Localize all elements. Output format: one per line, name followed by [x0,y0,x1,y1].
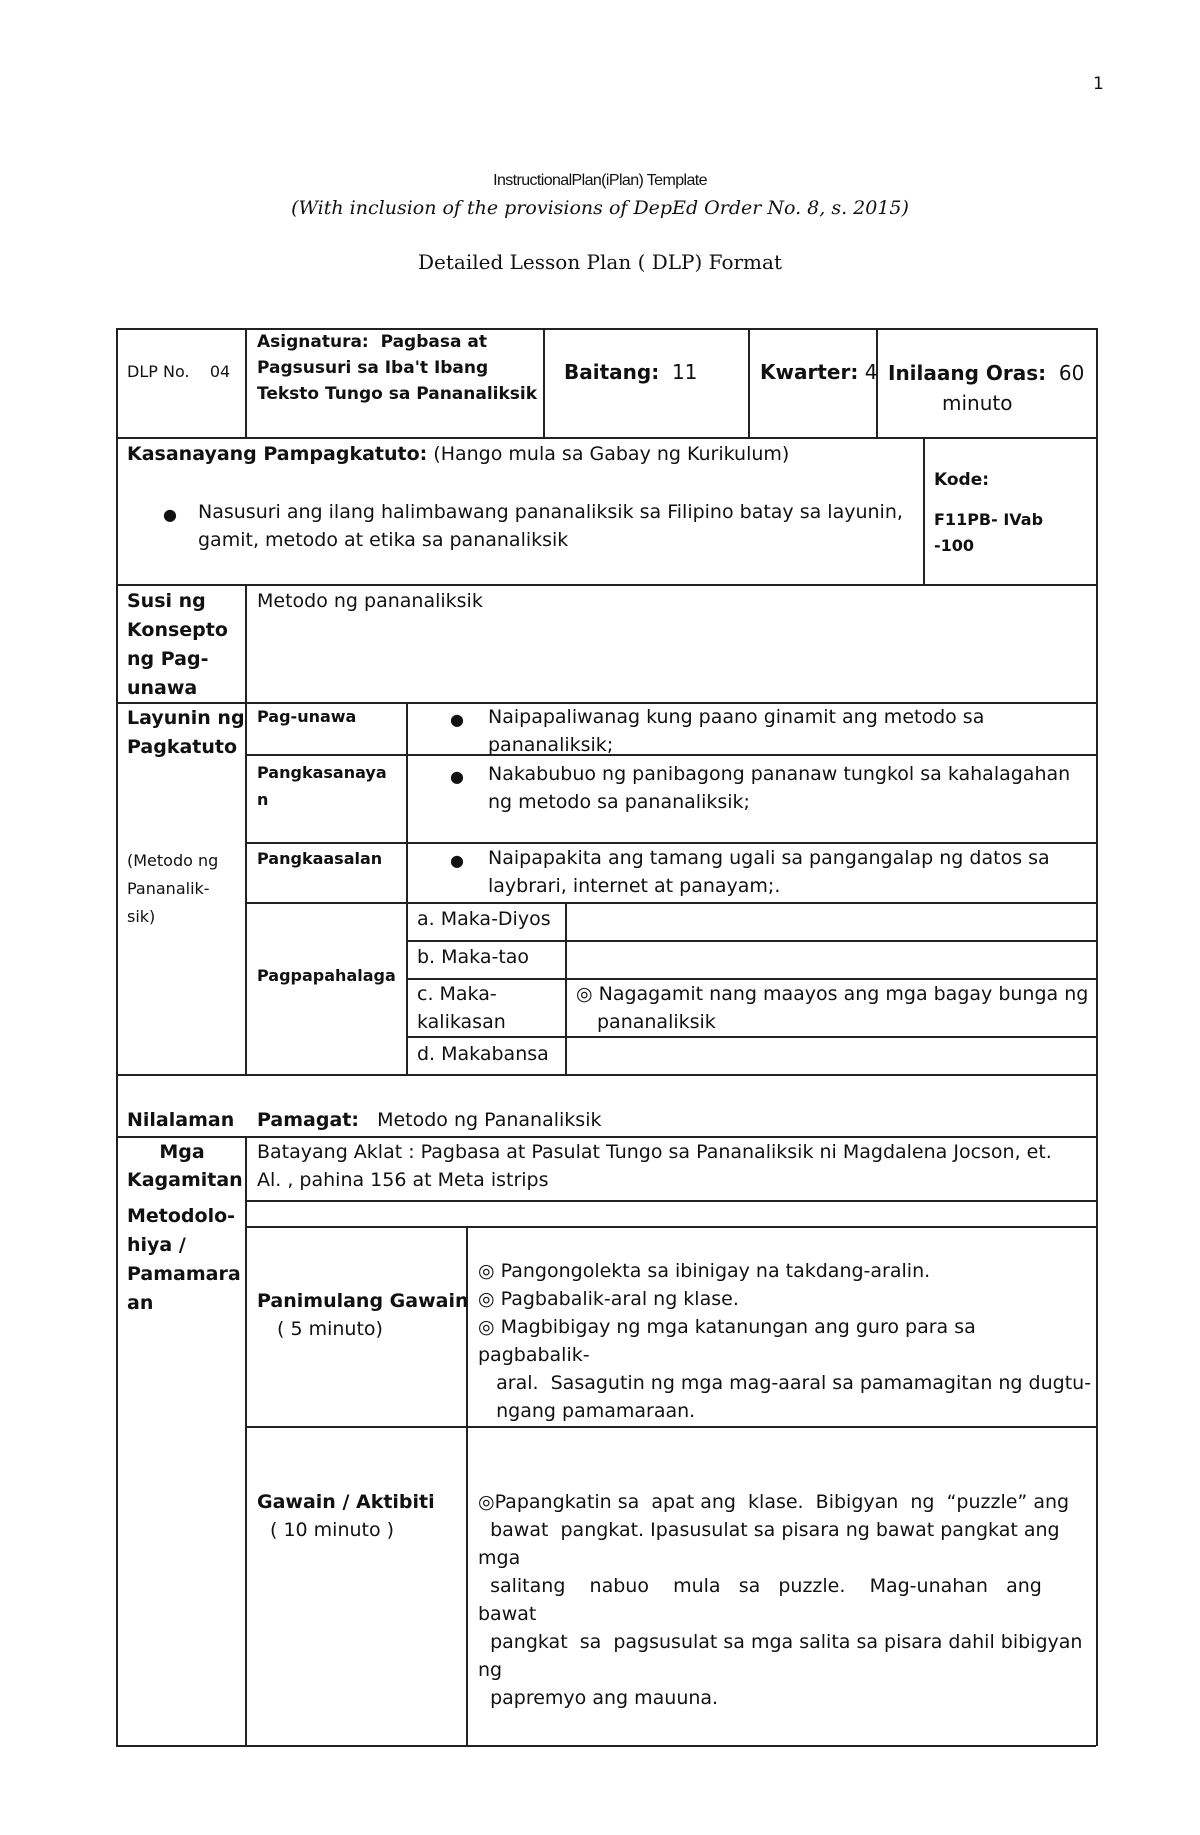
bullet-icon: ● [450,851,464,870]
value-maka-diyos: a. Maka-Diyos [417,908,551,930]
pagunawa-text: Naipapaliwanag kung paano ginamit ang metodo sa pananaliksik; [488,706,985,756]
gawain-aktibiti-label: Gawain / Aktibiti ( 10 minuto ) [257,1491,435,1541]
kagamitan-label: Mga Kagamitan [127,1141,243,1191]
bullet-icon: ● [450,710,464,729]
pangkaasalan-label: Pangkaasalan [257,849,383,868]
value-makabansa: d. Makabansa [417,1043,549,1065]
layunin-note: (Metodo ng Pananalik- sik) [127,851,219,926]
dlp-number: DLP No. 04 [127,362,231,381]
value-maka-kalikasan: c. Maka- kalikasan [417,983,506,1033]
value-c-description: ◎ Nagagamit nang maayos ang mga bagay bunga ng pananaliksik [576,983,1089,1033]
pangkaasalan-text: Naipapakita ang tamang ugali sa pangangalap ng datos sa laybrari, internet at panayam;. [488,847,1050,897]
pamagat: Pamagat: Metodo ng Pananaliksik [257,1109,602,1131]
pagpapahalaga-label: Pagpapahalaga [257,966,396,985]
kwarter: Kwarter: 4 [760,360,878,384]
layunin-label: Layunin ng Pagkatuto [127,707,245,758]
kagamitan-text: Batayang Aklat : Pagbasa at Pasulat Tungo sa Pananaliksik ni Magdalena Jocson, et. Al. , pahina 156 at Meta istrips [257,1141,1052,1191]
asignatura: Asignatura: Pagbasa at Pagsusuri sa Iba't Ibang Teksto Tungo sa Pananaliksik [257,332,538,404]
susi-value: Metodo ng pananaliksik [257,590,483,612]
page-number: 1 [1093,74,1104,94]
panimulang-gawain-label: Panimulang Gawain ( 5 minuto) [257,1290,469,1340]
kasanayan-heading: Kasanayang Pampagkatuto: (Hango mula sa Gabay ng Kurikulum) [127,443,790,465]
bullet-icon: ● [163,505,177,524]
kode-value: F11PB- IVab -100 [934,510,1044,555]
gawain-aktibiti-steps: ◎Papangkatin sa apat ang klase. Bibigyan ng “puzzle” ang bawat pangkat. Ipasusulat sa pisara ng bawat pangkat ang mga salitang nabuo mula sa puzzle. Mag-unahan ang bawat pangkat sa pagsusulat sa mga salita sa pisara dahil bibigyan ng papremyo ang mauuna. [478,1491,1083,1709]
nilalaman-label: Nilalaman [127,1109,235,1131]
metodolohiya-label: Metodolo- hiya / Pamamara an [127,1205,241,1314]
pangkasanayan-text: Nakabubuo ng panibagong pananaw tungkol sa kahalagahan ng metodo sa pananaliksik; [488,763,1071,813]
baitang: Baitang: 11 [564,360,698,384]
inilaang-oras: Inilaang Oras: 60 minuto [888,361,1085,415]
kode-label: Kode: [934,470,990,490]
bullet-icon: ● [450,767,464,786]
format-title: Detailed Lesson Plan ( DLP) Format [418,250,782,274]
pangkasanayan-label: Pangkasanaya n [257,763,387,809]
panimulang-gawain-steps: ◎ Pangongolekta sa ibinigay na takdang-aralin. ◎ Pagbabalik-aral ng klase. ◎ Magbibigay ng mga katanungan ang guro para sa pagbabalik- aral. Sasagutin ng mga mag-aaral sa pamamagitan ng dugtu- ngang pamamaraan. [478,1260,1092,1422]
value-maka-tao: b. Maka-tao [417,946,530,968]
template-title: InstructionalPlan(iPlan) Template [493,172,707,189]
kasanayan-item: Nasusuri ang ilang halimbawang pananaliksik sa Filipino batay sa layunin, gamit, metodo at etika sa pananaliksik [198,501,903,551]
susi-label: Susi ng Konsepto ng Pag- unawa [127,590,228,699]
pagunawa-label: Pag-unawa [257,707,357,726]
template-subtitle: (With inclusion of the provisions of DepEd Order No. 8, s. 2015) [291,197,909,219]
